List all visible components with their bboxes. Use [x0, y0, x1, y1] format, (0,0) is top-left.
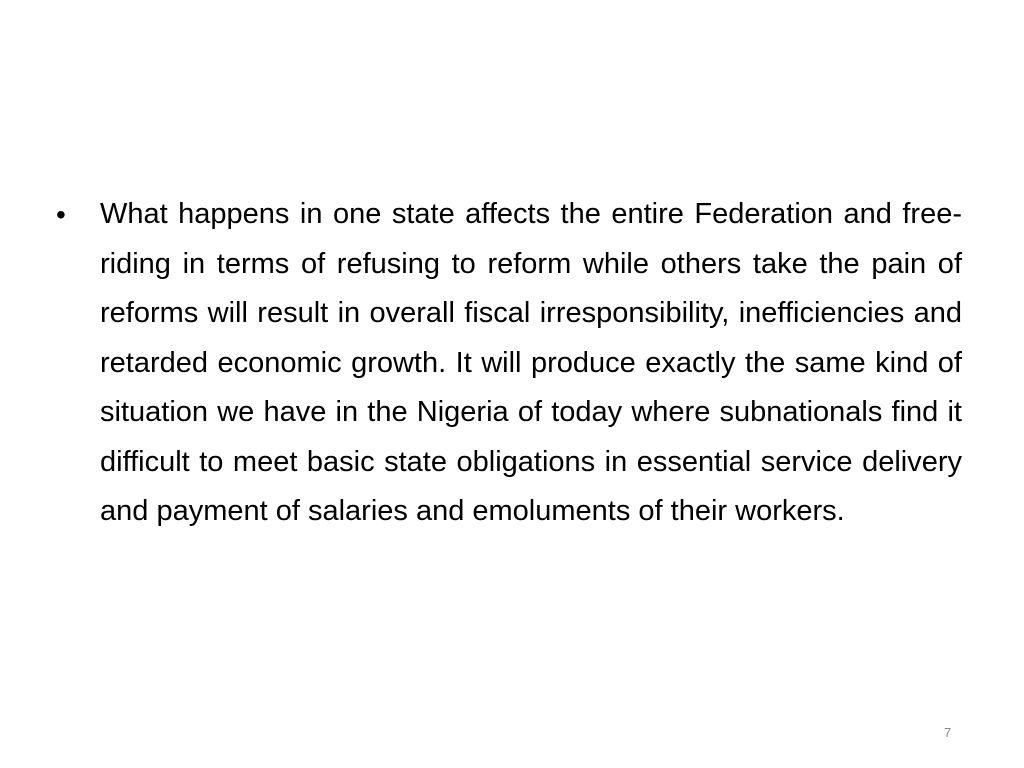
- page-number: 7: [944, 725, 952, 740]
- bullet-marker: •: [56, 199, 66, 230]
- bullet-text: What happens in one state affects the entire Federation and free-riding in terms of refusing to reform while others take the pain of reforms will result in overall fiscal irresponsibility, inefficiencies and retarded economic growth. It will produce exactly the same kind of situation we have in the Nigeria of today where subnationals find it difficult to meet basic state obligations in essential service delivery and payment of salaries and emoluments of their workers.: [100, 198, 962, 527]
- bullet-item: [56, 190, 962, 537]
- bullet-list: [56, 190, 962, 537]
- slide-content: [56, 190, 962, 537]
